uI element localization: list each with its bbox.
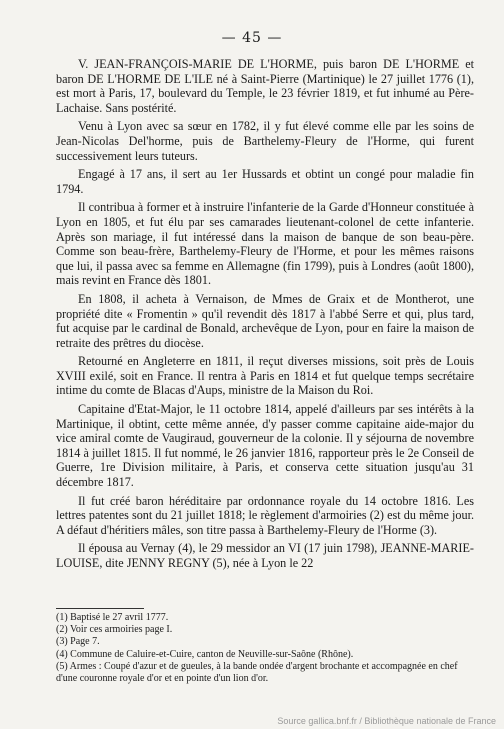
footnote: (4) Commune de Caluire-et-Cuire, canton de Neuville-sur-Saône (Rhône). [56, 648, 354, 660]
paragraph: Venu à Lyon avec sa sœur en 1782, il y fut élevé comme elle par les soins de Jean-Nicolas Del'horme, puis de Barthelemy-Fleury de l'Horme, qui furent successivement leurs tuteurs. [56, 119, 474, 163]
paragraph: Il fut créé baron héréditaire par ordonnance royale du 14 octobre 1816. Les lettres patentes sont du 21 juillet 1818; le règlement d'armoiries (2) est du même jour. A défaut d'héritiers mâles, son titre passa à Barthelemy-Fleury de l'Horme (3). [56, 493, 474, 537]
paragraph: Retourné en Angleterre en 1811, il reçut diverses missions, soit près de Louis XVIII exilé, soit en France. Il rentra à Paris en 1814 et fut quelque temps secrétaire intime du comte de Blacas d'Aups, ministre de la Maison du Roi. [56, 354, 474, 398]
paragraph: Capitaine d'Etat-Major, le 11 octobre 1814, appelé d'ailleurs par ses intérêts à la Martinique, il obtint, cette même année, d'y passer comme capitaine aide-major du vice amiral comte de Vaugiraud, gouverneur de la colonie. Il y séjourna de novembre 1814 à juillet 1815. Il fut nommé, le 26 janvier 1816, rapporteur près le 2e Conseil de Guerre, 1re Division militaire, à Paris, et conserva cette situation jusqu'au 31 décembre 1817. [56, 402, 474, 490]
paragraph: Il contribua à former et à instruire l'infanterie de la Garde d'Honneur constituée à Lyon en 1805, et fut élu par ses camarades lieutenant-colonel de cette infanterie. Après son mariage, il fut intéressé dans la maison de banque de son beau-père. Comme son beau-frère, Barthelemy-Fleury de l'Horme, et pour les mêmes raisons que lui, il passa avec sa femme en Allemagne (fin 1799), puis à Londres (août 1800), mais revint en France dès 1801. [56, 200, 474, 288]
paragraph: Il épousa au Vernay (4), le 29 messidor an VI (17 juin 1798), JEANNE-MARIE-LOUISE, dite JENNY REGNY (5), née à Lyon le 22 [56, 541, 474, 570]
footnote-divider [56, 608, 144, 609]
paragraph: Engagé à 17 ans, il sert au 1er Hussards et obtint un congé pour maladie fin 1794. [56, 167, 474, 196]
paragraph: En 1808, il acheta à Vernaison, de Mmes de Graix et de Montherot, une propriété dite « Fromentin » qu'il revendit dès 1817 à l'abbé Serre et qui, plus tard, fut acquise par le cardinal de Bonald, archevêque de Lyon, pour en faire la maison de retraite des prêtres du diocèse. [56, 291, 474, 350]
source-credit: Source gallica.bnf.fr / Bibliothèque nationale de France [277, 716, 496, 726]
page-number: — 45 — [221, 30, 283, 46]
footnote: (2) Voir ces armoiries page I. [56, 624, 173, 636]
footnote: (5) Armes : Coupé d'azur et de gueules, à la bande ondée d'argent brochante et accompagnée en chef d'une couronne royale d'or et en pointe d'un lion d'or. [56, 660, 458, 685]
paragraph-heading: V. JEAN-FRANÇOIS-MARIE DE L'HORME, puis baron DE L'HORME et baron DE L'HORME DE L'ILE né à Saint-Pierre (Martinique) le 27 juillet 1776 (1), est mort à Paris, 17, boulevard du Temple, le 23 février 1819, et fut inhumé au Père-Lachaise. Sans postérité. [56, 57, 474, 115]
footnote: (1) Baptisé le 27 avril 1777. [56, 612, 169, 623]
footnote: (3) Page 7. [56, 636, 100, 648]
body-text [56, 57, 474, 575]
footnotes [56, 612, 474, 685]
